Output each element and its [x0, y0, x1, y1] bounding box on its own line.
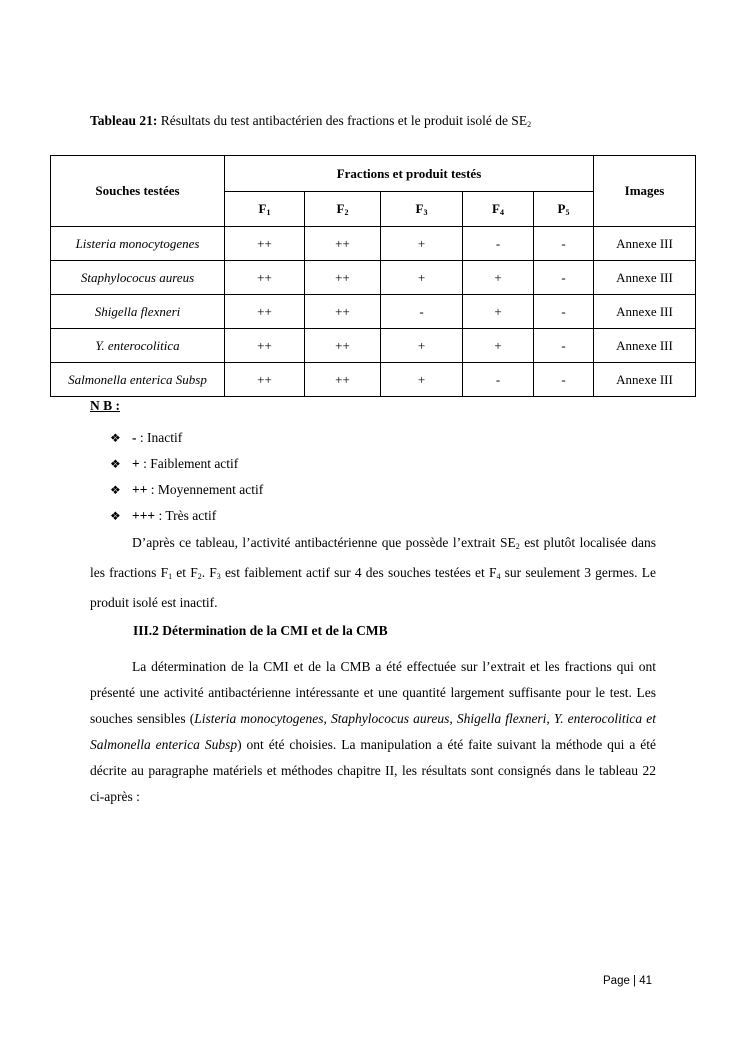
legend-text: : Inactif — [136, 430, 183, 445]
value-cell: ++ — [305, 295, 381, 329]
caption-sub: 2 — [527, 120, 532, 129]
value-cell: + — [381, 329, 463, 363]
value-cell: - — [381, 295, 463, 329]
header-images: Images — [594, 156, 696, 227]
value-cell: - — [463, 363, 534, 397]
list-item — [110, 506, 263, 532]
diamond-bullet-icon: ❖ — [110, 483, 121, 497]
value-cell: + — [381, 363, 463, 397]
value-cell: ++ — [305, 363, 381, 397]
nb-title: N B : — [90, 398, 120, 413]
legend-list — [110, 428, 263, 532]
caption-text: Résultats du test antibactérien des fractions et le produit isolé de SE — [157, 113, 528, 128]
table-caption — [90, 113, 531, 129]
value-cell: - — [534, 295, 594, 329]
image-cell: Annexe III — [594, 329, 696, 363]
table-row — [51, 295, 696, 329]
table-row — [51, 227, 696, 261]
value-cell: - — [534, 363, 594, 397]
value-cell: + — [463, 261, 534, 295]
legend-symbol: + — [132, 456, 140, 471]
diamond-bullet-icon: ❖ — [110, 431, 121, 445]
value-cell: - — [534, 227, 594, 261]
value-cell: ++ — [305, 329, 381, 363]
header-f1: $F_1$ — [225, 192, 305, 227]
value-cell: + — [463, 295, 534, 329]
table-row — [51, 329, 696, 363]
header-fractions: Fractions et produit testés — [225, 156, 594, 192]
value-cell: ++ — [225, 227, 305, 261]
legend-symbol: +++ — [132, 508, 156, 523]
value-cell: - — [534, 329, 594, 363]
image-cell: Annexe III — [594, 295, 696, 329]
value-cell: ++ — [225, 261, 305, 295]
strain-cell: Staphylococus aureus — [51, 261, 225, 295]
value-cell: ++ — [225, 295, 305, 329]
image-cell: Annexe III — [594, 261, 696, 295]
header-f4: $F_4$ — [463, 192, 534, 227]
strain-cell: Listeria monocytogenes — [51, 227, 225, 261]
list-item — [110, 428, 263, 454]
header-f3: $F_3$ — [381, 192, 463, 227]
header-p5: $P_5$ — [534, 192, 594, 227]
paragraph-analysis: D’après ce tableau, l’activité antibactérienne que possède l’extrait $SE_2$ est plutôt localisée dans les fractions $F_1$ et $F_2$. $F_3$ est faiblement actif sur 4 des souches testées et $F_4$ sur seulement 3 germes. Le produit isolé est inactif. — [90, 535, 656, 610]
legend-text: : Moyennement actif — [147, 482, 264, 497]
value-cell: + — [463, 329, 534, 363]
image-cell: Annexe III — [594, 227, 696, 261]
value-cell: + — [381, 261, 463, 295]
paragraph-method: La détermination de la CMI et de la CMB a été effectuée sur l’extrait et les fractions qui ont présenté une activité antibactérienne intéressante et une quantité largement suffisante pour le test. Les souches sensibles (Listeria monocytogenes, Staphylococus aureus, Shigella flexneri, Y. enterocolitica et Salmonella enterica Subsp) ont été choisies. La manipulation a été faite suivant la méthode qui a été décrite au paragraphe matériels et méthodes chapitre II, les résultats sont consignés dans le tableau 22 ci-après : — [90, 659, 656, 804]
strain-cell: Shigella flexneri — [51, 295, 225, 329]
value-cell: + — [381, 227, 463, 261]
list-item — [110, 480, 263, 506]
value-cell: ++ — [305, 261, 381, 295]
value-cell: ++ — [225, 363, 305, 397]
caption-label: Tableau 21: — [90, 113, 158, 128]
table-row — [51, 261, 696, 295]
strain-cell: Salmonella enterica Subsp — [51, 363, 225, 397]
legend-text: : Très actif — [155, 508, 217, 523]
diamond-bullet-icon: ❖ — [110, 509, 121, 523]
value-cell: - — [534, 261, 594, 295]
value-cell: ++ — [225, 329, 305, 363]
page-number: Page | 41 — [603, 975, 653, 987]
diamond-bullet-icon: ❖ — [110, 457, 121, 471]
legend-text: : Faiblement actif — [139, 456, 239, 471]
table-row — [51, 363, 696, 397]
header-f2: $F_2$ — [305, 192, 381, 227]
value-cell: - — [463, 227, 534, 261]
list-item — [110, 454, 263, 480]
legend-symbol: ++ — [132, 482, 148, 497]
value-cell: ++ — [305, 227, 381, 261]
header-strains: Souches testées — [51, 156, 225, 227]
image-cell: Annexe III — [594, 363, 696, 397]
results-table — [50, 155, 696, 397]
section-heading: III.2 Détermination de la CMI et de la CMB — [133, 623, 388, 638]
strain-cell: Y. enterocolitica — [51, 329, 225, 363]
legend-symbol: - — [132, 430, 137, 445]
